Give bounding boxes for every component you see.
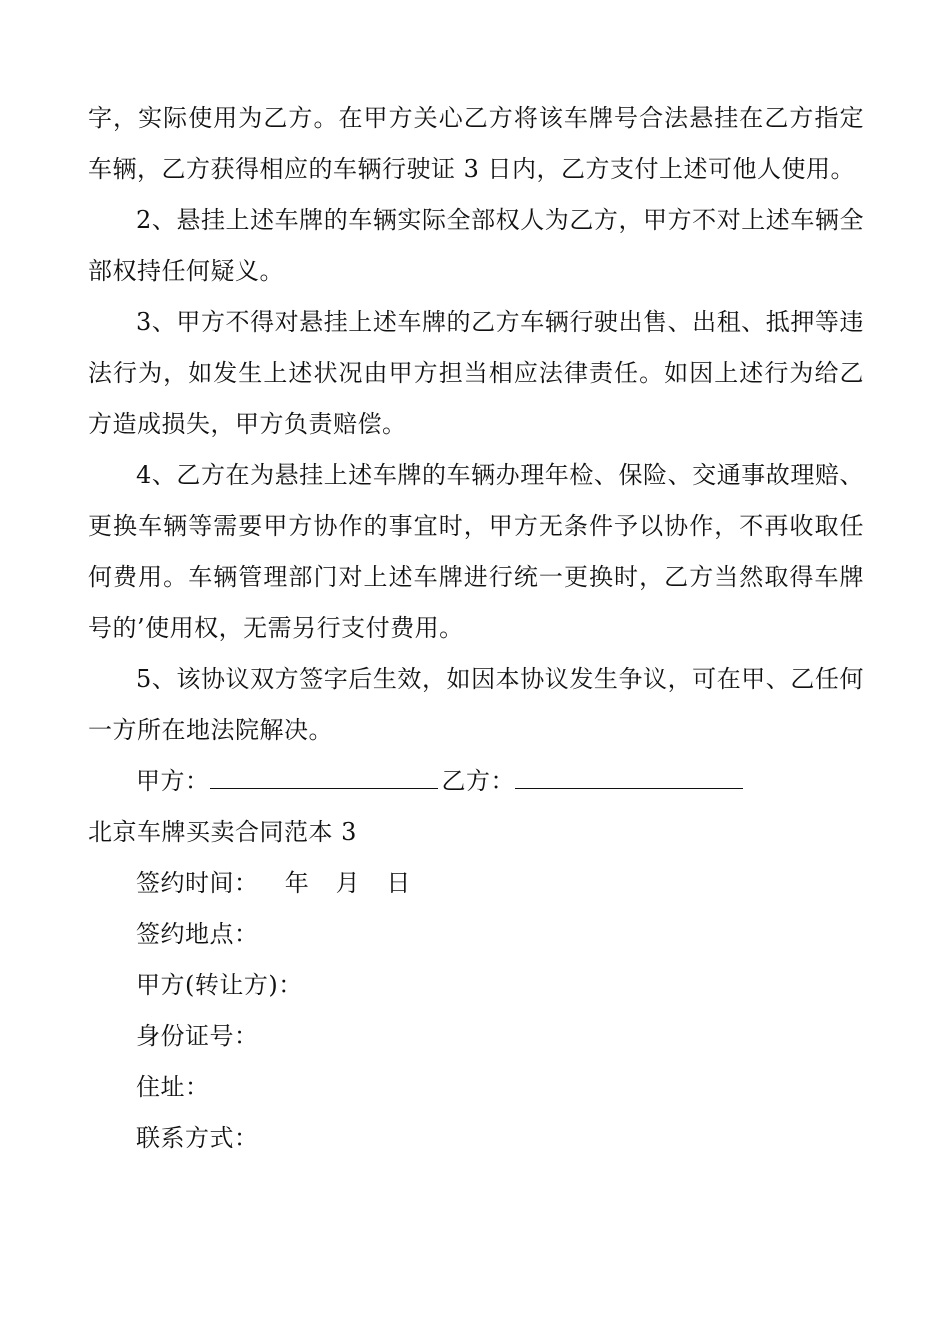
party-a-signature-label: 甲方： <box>136 767 210 795</box>
clause-3: 3、甲方不得对悬挂上述车牌的乙方车辆行驶出售、出租、抵押等违法行为，如发生上述状况由甲方担当相应法律责任。如因上述行为给乙方造成损失，甲方负责赔偿。 <box>88 308 864 438</box>
section-title: 北京车牌买卖合同范本 3 <box>88 818 357 846</box>
sign-time-row <box>88 858 864 909</box>
month-label: 月 <box>335 869 361 897</box>
id-number-label: 身份证号： <box>136 1022 259 1050</box>
party-a-signature-line <box>210 764 438 789</box>
contact-label: 联系方式： <box>136 1124 259 1152</box>
paragraph-continuation: 字，实际使用为乙方。在甲方关心乙方将该车牌号合法悬挂在乙方指定车辆，乙方获得相应的车辆行驶证 3 日内，乙方支付上述可他人使用。 <box>88 104 864 183</box>
sign-place-label: 签约地点： <box>136 920 259 948</box>
party-b-signature-label: 乙方： <box>441 767 515 795</box>
day-label: 日 <box>386 869 411 897</box>
signature-row <box>88 756 864 807</box>
party-b-signature-line <box>515 764 743 789</box>
address-label: 住址： <box>136 1073 210 1101</box>
year-label: 年 <box>284 869 310 897</box>
clause-2: 2、悬挂上述车牌的车辆实际全部权人为乙方，甲方不对上述车辆全部权持任何疑义。 <box>88 206 864 285</box>
clause-5: 5、该协议双方签字后生效，如因本协议发生争议，可在甲、乙任何一方所在地法院解决。 <box>88 665 864 744</box>
party-a-transferor-label: 甲方(转让方)： <box>136 971 303 999</box>
clause-4: 4、乙方在为悬挂上述车牌的车辆办理年检、保险、交通事故理赔、更换车辆等需要甲方协作的事宜时，甲方无条件予以协作，不再收取任何费用。车辆管理部门对上述车牌进行统一更换时，乙方当然取得车牌号的’使用权，无需另行支付费用。 <box>88 461 864 642</box>
sign-time-label: 签约时间： <box>136 869 259 897</box>
document-body <box>88 93 864 1164</box>
